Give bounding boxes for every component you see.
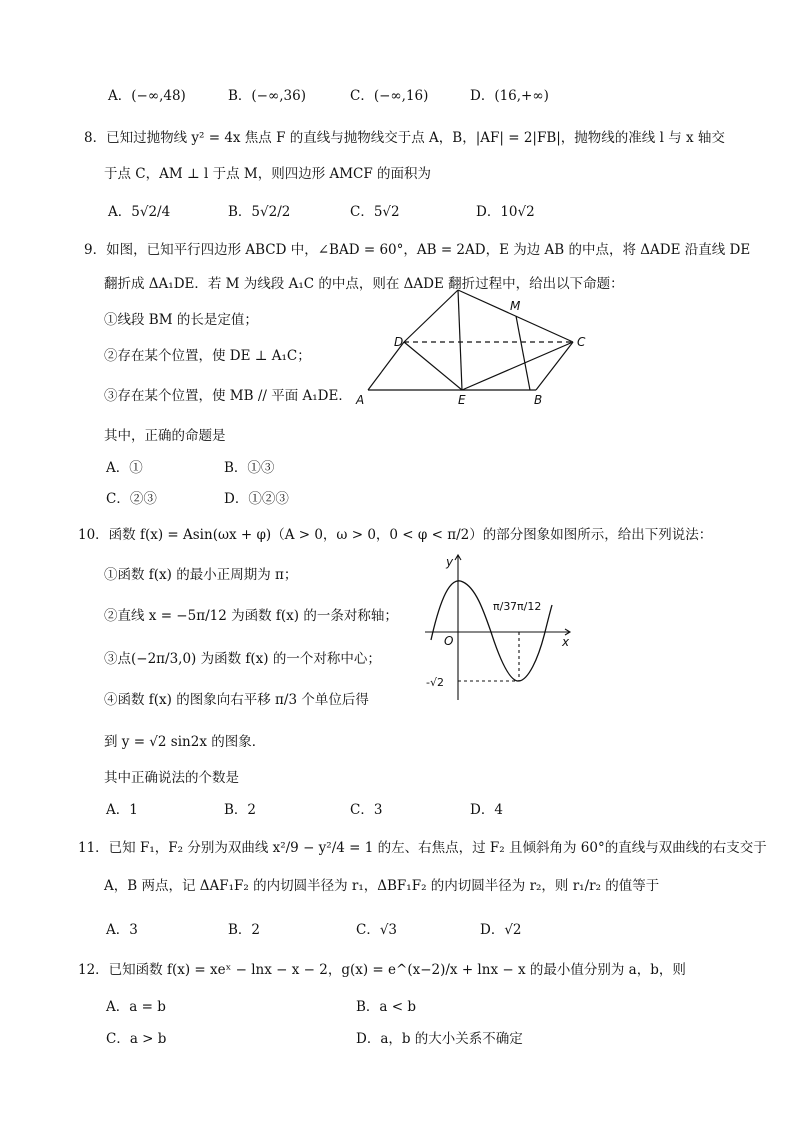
q9-label-d: D bbox=[394, 335, 404, 349]
q10-statement-4-cont: 到 y = √2 sin2x 的图象． bbox=[104, 734, 266, 750]
q9-stem-line1: 9．如图，已知平行四边形 ABCD 中，∠BAD = 60°，AB = 2AD，E 为边 AB 的中点，将 ΔADE 沿直线 DE bbox=[84, 242, 751, 258]
q9-option-d: D．①②③ bbox=[224, 491, 289, 507]
q10-option-d: D．4 bbox=[470, 802, 503, 818]
q7-option-b: B．(−∞,36) bbox=[228, 88, 306, 104]
q11-stem-line1: 11．已知 F₁，F₂ 分别为双曲线 x²/9 − y²/4 = 1 的左、右焦点，过 F₂ 且倾斜角为 60°的直线与双曲线的右支交于 bbox=[78, 840, 767, 856]
q8-stem-line2: 于点 C，AM ⊥ l 于点 M，则四边形 AMCF 的面积为 bbox=[104, 166, 432, 182]
q9-statement-1: ①线段 BM 的长是定值； bbox=[104, 312, 258, 328]
q10-tick-pi3: π/3 bbox=[493, 600, 511, 613]
q10-statement-3: ③点(−2π/3,0) 为函数 f(x) 的一个对称中心； bbox=[104, 651, 381, 667]
q9-statement-2: ②存在某个位置，使 DE ⊥ A₁C； bbox=[104, 348, 311, 364]
q8-stem-line1: 8．已知过抛物线 y² = 4x 焦点 F 的直线与抛物线交于点 A，B，|AF| = 2|FB|，抛物线的准线 l 与 x 轴交 bbox=[84, 130, 725, 146]
q10-prompt: 其中正确说法的个数是 bbox=[104, 770, 239, 786]
q9-prompt: 其中，正确的命题是 bbox=[104, 428, 226, 444]
q9-label-b: B bbox=[534, 393, 543, 407]
q12-option-c: C．a > b bbox=[106, 1031, 167, 1047]
q8-option-d: D．10√2 bbox=[476, 204, 535, 220]
q10-sine-graph bbox=[410, 548, 580, 704]
q10-option-a: A．1 bbox=[106, 802, 138, 818]
q11-option-b: B．2 bbox=[228, 922, 261, 938]
q11-stem-line2: A，B 两点，记 ΔAF₁F₂ 的内切圆半径为 r₁，ΔBF₁F₂ 的内切圆半径为 r₂，则 r₁/r₂ 的值等于 bbox=[104, 878, 660, 894]
q9-statement-3: ③存在某个位置，使 MB // 平面 A₁DE． bbox=[104, 388, 352, 404]
q10-min-label: -√2 bbox=[426, 676, 444, 689]
q8-option-b: B．5√2/2 bbox=[228, 204, 291, 220]
q10-option-c: C．3 bbox=[350, 802, 383, 818]
q11-option-a: A．3 bbox=[106, 922, 138, 938]
q7-option-c: C．(−∞,16) bbox=[350, 88, 429, 104]
q9-label-a: A bbox=[356, 393, 365, 407]
q12-option-d: D．a，b 的大小关系不确定 bbox=[356, 1031, 523, 1047]
q8-option-c: C．5√2 bbox=[350, 204, 400, 220]
q10-statement-4: ④函数 f(x) 的图象向右平移 π/3 个单位后得 bbox=[104, 692, 369, 708]
q11-option-d: D．√2 bbox=[480, 922, 522, 938]
q9-label-c: C bbox=[577, 335, 586, 349]
q11-option-c: C．√3 bbox=[356, 922, 398, 938]
q8-option-a: A．5√2/4 bbox=[108, 204, 171, 220]
q10-option-b: B．2 bbox=[224, 802, 257, 818]
q9-option-a: A．① bbox=[106, 460, 143, 476]
q10-stem-line1: 10．函数 f(x) = Asin(ωx + φ)（A > 0，ω > 0，0 < φ < π/2）的部分图象如图所示，给出下列说法： bbox=[78, 527, 713, 543]
q10-statement-1: ①函数 f(x) 的最小正周期为 π； bbox=[104, 567, 298, 583]
q9-parallelogram-figure bbox=[350, 280, 600, 410]
q7-option-d: D．(16,+∞) bbox=[470, 88, 549, 104]
q10-tick-7pi12: 7π/12 bbox=[510, 600, 542, 613]
q10-x-label: x bbox=[562, 635, 570, 649]
q10-y-label: y bbox=[446, 555, 454, 569]
q9-label-m: M bbox=[510, 299, 521, 313]
q12-option-a: A．a = b bbox=[106, 999, 166, 1015]
q12-option-b: B．a < b bbox=[356, 999, 417, 1015]
q10-origin-label: O bbox=[444, 634, 454, 648]
q9-label-e: E bbox=[458, 393, 466, 407]
q10-statement-2: ②直线 x = −5π/12 为函数 f(x) 的一条对称轴； bbox=[104, 608, 398, 624]
q10-curve bbox=[431, 581, 552, 681]
q9-option-b: B．①③ bbox=[224, 460, 275, 476]
q12-stem-line1: 12．已知函数 f(x) = xeˣ − lnx − x − 2，g(x) = e^(x−2)/x + lnx − x 的最小值分别为 a，b，则 bbox=[78, 962, 686, 978]
q9-option-c: C．②③ bbox=[106, 491, 157, 507]
q7-option-a: A．(−∞,48) bbox=[108, 88, 186, 104]
q9-stem-line2: 翻折成 ΔA₁DE．若 M 为线段 A₁C 的中点，则在 ΔADE 翻折过程中，给出以下命题： bbox=[104, 276, 624, 292]
